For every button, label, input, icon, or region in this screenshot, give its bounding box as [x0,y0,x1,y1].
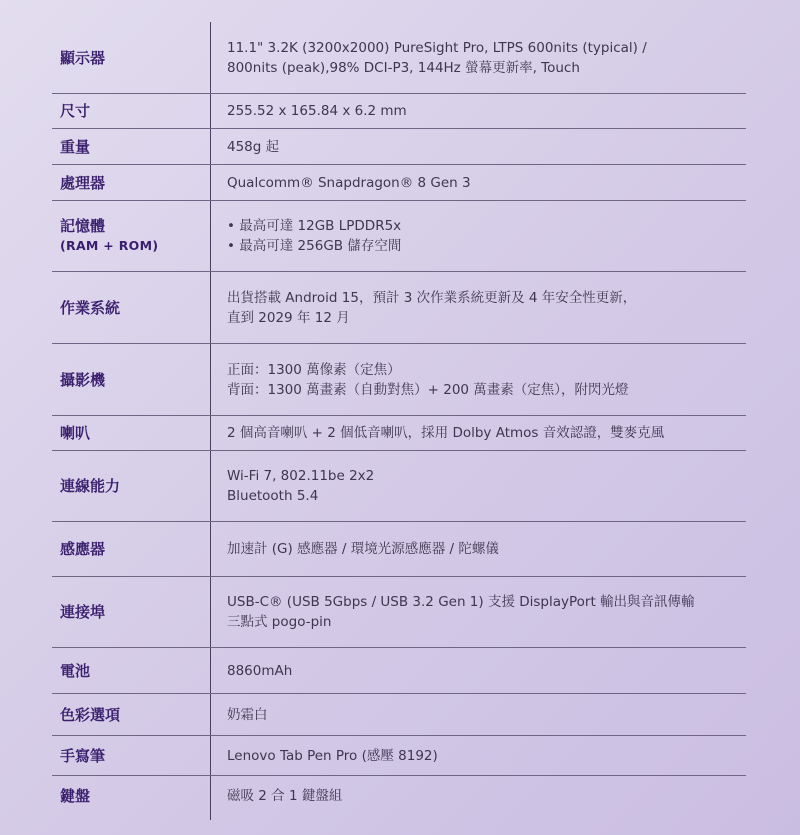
spec-value-line: 458g 起 [227,138,280,155]
spec-value-line: USB-C® (USB 5Gbps / USB 3.2 Gen 1) 支援 DisplayPort 輸出與音訊傳輸 [227,594,695,610]
spec-label: 感應器 [60,540,106,558]
spec-label: 連接埠 [60,603,106,621]
spec-value-line: 出貨搭載 Android 15，預計 3 次作業系統更新及 4 年安全性更新， [227,289,637,306]
spec-label: 顯示器 [60,48,106,67]
spec-label: 記憶體 [60,217,106,235]
spec-value-line: 正面：1300 萬像素（定焦） [227,361,401,378]
spec-value [227,101,407,121]
spec-value [227,661,292,681]
spec-value-line: 2 個高音喇叭 + 2 個低音喇叭，採用 Dolby Atmos 音效認證，雙麥克風 [227,425,665,441]
spec-row-camera [52,344,746,416]
spec-row-battery [52,648,746,694]
spec-label: 鍵盤 [60,787,91,805]
spec-value [227,539,499,559]
spec-label: 攝影機 [60,370,106,389]
spec-value [227,746,438,766]
spec-value-line: 三點式 pogo-pin [227,614,332,630]
spec-value [227,786,342,806]
spec-label: 尺寸 [60,102,91,120]
spec-row-processor [52,165,746,201]
spec-label: 作業系統 [60,298,121,317]
spec-row-display [52,22,746,94]
spec-table [52,22,746,816]
spec-row-weight [52,129,746,165]
spec-value-line: 800nits (peak),98% DCI-P3, 144Hz 螢幕更新率, Touch [227,59,580,76]
spec-value-line: • 最高可達 12GB LPDDR5x [227,218,402,234]
spec-value-line: 背面：1300 萬畫素（自動對焦）+ 200 萬畫素（定焦），附閃光燈 [227,381,629,398]
spec-value [227,38,647,78]
spec-label: 電池 [60,661,91,680]
spec-value-line: 255.52 x 165.84 x 6.2 mm [227,103,407,119]
spec-label: 處理器 [60,173,106,192]
spec-value-line: 11.1" 3.2K (3200x2000) PureSight Pro, LTPS 600nits (typical) / [227,39,647,56]
spec-row-color [52,694,746,736]
spec-label: 連線能力 [60,477,121,495]
spec-value-line: Qualcomm® Snapdragon® 8 Gen 3 [227,174,471,191]
spec-value-line: Lenovo Tab Pen Pro (感壓 8192) [227,747,438,764]
spec-value [227,705,268,725]
spec-row-connectivity [52,451,746,522]
spec-value-line: Bluetooth 5.4 [227,488,319,504]
spec-value [227,466,374,506]
spec-row-sensors [52,522,746,577]
spec-row-os [52,272,746,344]
spec-value [227,173,471,193]
spec-value [227,137,279,157]
spec-value-line: • 最高可達 256GB 儲存空間 [227,238,402,254]
spec-value-line: 磁吸 2 合 1 鍵盤組 [227,788,343,804]
spec-row-dimensions [52,94,746,129]
spec-label: 喇叭 [60,424,91,442]
spec-sublabel: (RAM + ROM) [60,238,159,253]
spec-row-speaker [52,416,746,451]
spec-label: 重量 [60,137,91,156]
spec-value-line: Wi-Fi 7, 802.11be 2x2 [227,468,375,484]
spec-row-keyboard [52,776,746,816]
spec-value [227,360,629,400]
spec-value [227,592,695,632]
spec-value-line: 8860mAh [227,662,293,679]
spec-label: 色彩選項 [60,705,121,724]
spec-value-line: 奶霜白 [227,706,268,723]
spec-value [227,216,401,256]
spec-value [227,423,664,443]
spec-label: 手寫筆 [60,746,106,765]
spec-row-ports [52,577,746,648]
spec-label-group [52,216,210,256]
spec-value-line: 直到 2029 年 12 月 [227,309,350,326]
spec-value-line: 加速計 (G) 感應器 / 環境光源感應器 / 陀螺儀 [227,541,499,557]
spec-row-memory [52,201,746,272]
spec-value [227,288,636,328]
spec-row-pen [52,736,746,776]
